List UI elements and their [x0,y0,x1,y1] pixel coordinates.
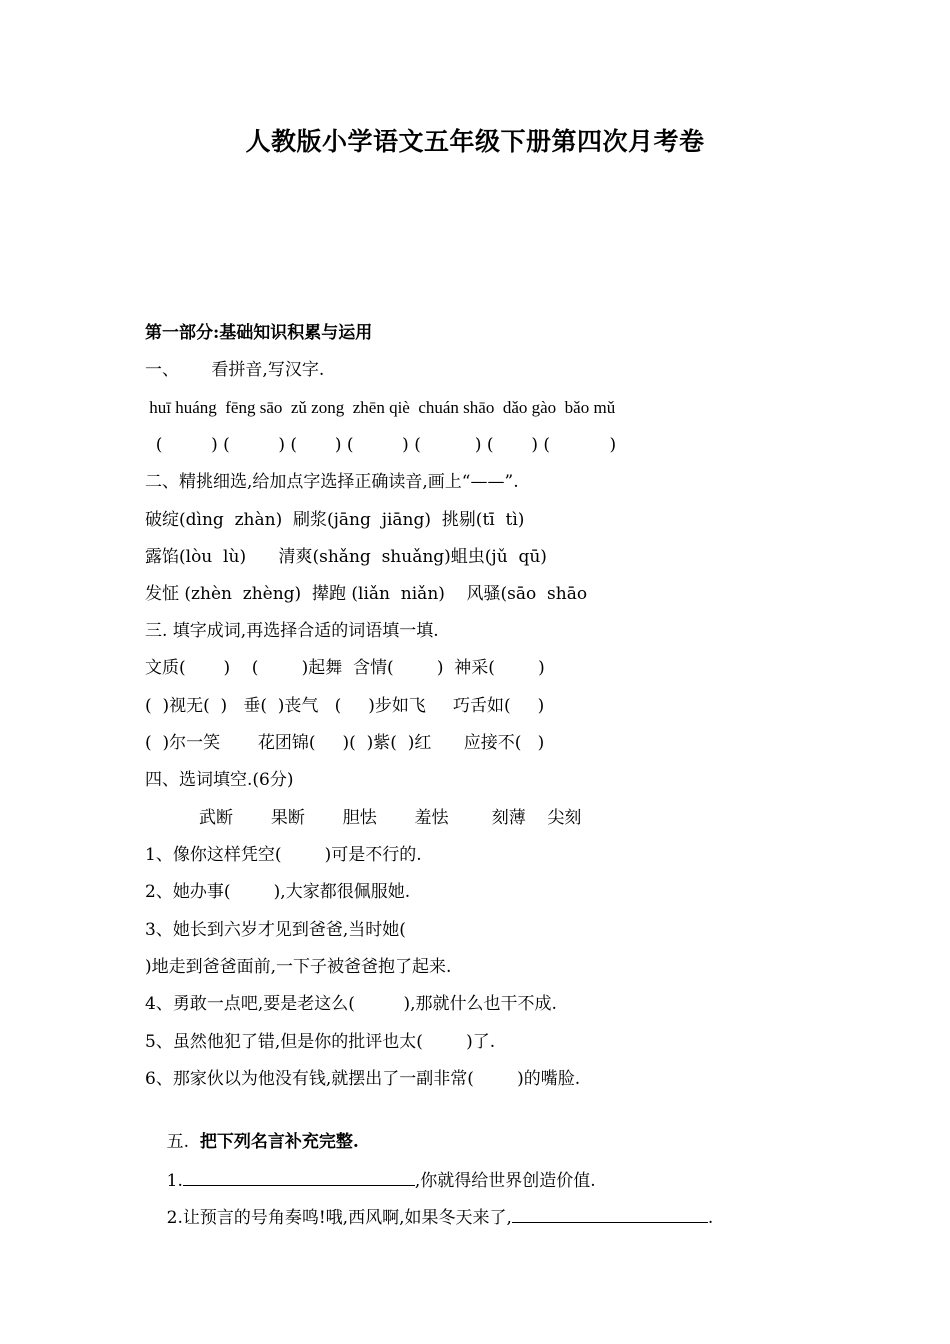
q2-row-1: 破绽(dìng zhàn) 刷浆(jāng jiāng) 挑剔(tī tì) [145,510,525,530]
q5-line-1 [145,1141,596,1191]
q5-line-2 [145,1178,714,1228]
exam-title: 人教版小学语文五年级下册第四次月考卷 [245,127,705,156]
q5-heading-text: 把下列名言补充完整. [199,1132,359,1152]
q4-sentence-5: 5、虽然他犯了错,但是你的批评也太( )了. [145,1032,496,1052]
q4-sentence-4: 4、勇敢一点吧,要是老这么( ),那就什么也干不成. [145,994,557,1014]
q2-row-2: 露馅(lòu lù) 清爽(shǎng shuǎng)蛆虫(jǔ qū) [145,547,547,567]
part-one-heading: 第一部分:基础知识积累与运用 [145,323,373,343]
q5-line-2-suffix: . [707,1208,714,1228]
q4-sentence-2: 2、她办事( ),大家都很佩服她. [145,882,411,902]
q5-line-2-blank[interactable] [512,1204,708,1223]
q4-sentence-3b: )地走到爸爸面前,一下子被爸爸抱了起来. [145,957,452,977]
q1-answer-blanks: ( ) ( ) ( ) ( ) ( ) ( ) ( ) [145,435,617,455]
q5-heading [145,1103,359,1152]
q5-line-1-prefix: 1. [166,1171,183,1191]
q1-pinyin-row: huī huáng fēng sāo zǔ zong zhēn qiè chuán shāo dǎo gào bǎo mǔ [145,398,616,417]
q4-sentence-1: 1、像你这样凭空( )可是不行的. [145,845,422,865]
q5-line-1-suffix: ,你就得给世界创造价值. [414,1171,596,1191]
q4-word-bank: 武断 果断 胆怯 羞怯 刻薄 尖刻 [145,808,582,828]
q5-line-2-prefix: 2.让预言的号角奏鸣!哦,西风啊,如果冬天来了, [166,1208,512,1228]
q2-row-3: 发怔 (zhèn zhèng) 撵跑 (liǎn niǎn) 风骚(sāo shāo [145,584,588,604]
q3-row-2: ( )视无( ) 垂( )丧气 ( )步如飞 巧舌如( ) [145,696,545,716]
q3-row-1: 文质( ) ( )起舞 含情( ) 神采( ) [145,658,545,678]
q4-heading: 四、选词填空.(6分) [145,770,294,790]
q4-sentence-3a: 3、她长到六岁才见到爸爸,当时她( [145,920,406,940]
q1-heading: 一、 看拼音,写汉字. [145,360,325,380]
q4-sentence-6: 6、那家伙以为他没有钱,就摆出了一副非常( )的嘴脸. [145,1069,581,1089]
q2-heading: 二、精挑细选,给加点字选择正确读音,画上“——”. [145,472,519,492]
q5-heading-number: 五. [166,1132,200,1152]
q3-row-3: ( )尔一笑 花团锦( )( )紫( )红 应接不( ) [145,733,545,753]
q3-heading: 三. 填字成词,再选择合适的词语填一填. [145,621,439,641]
